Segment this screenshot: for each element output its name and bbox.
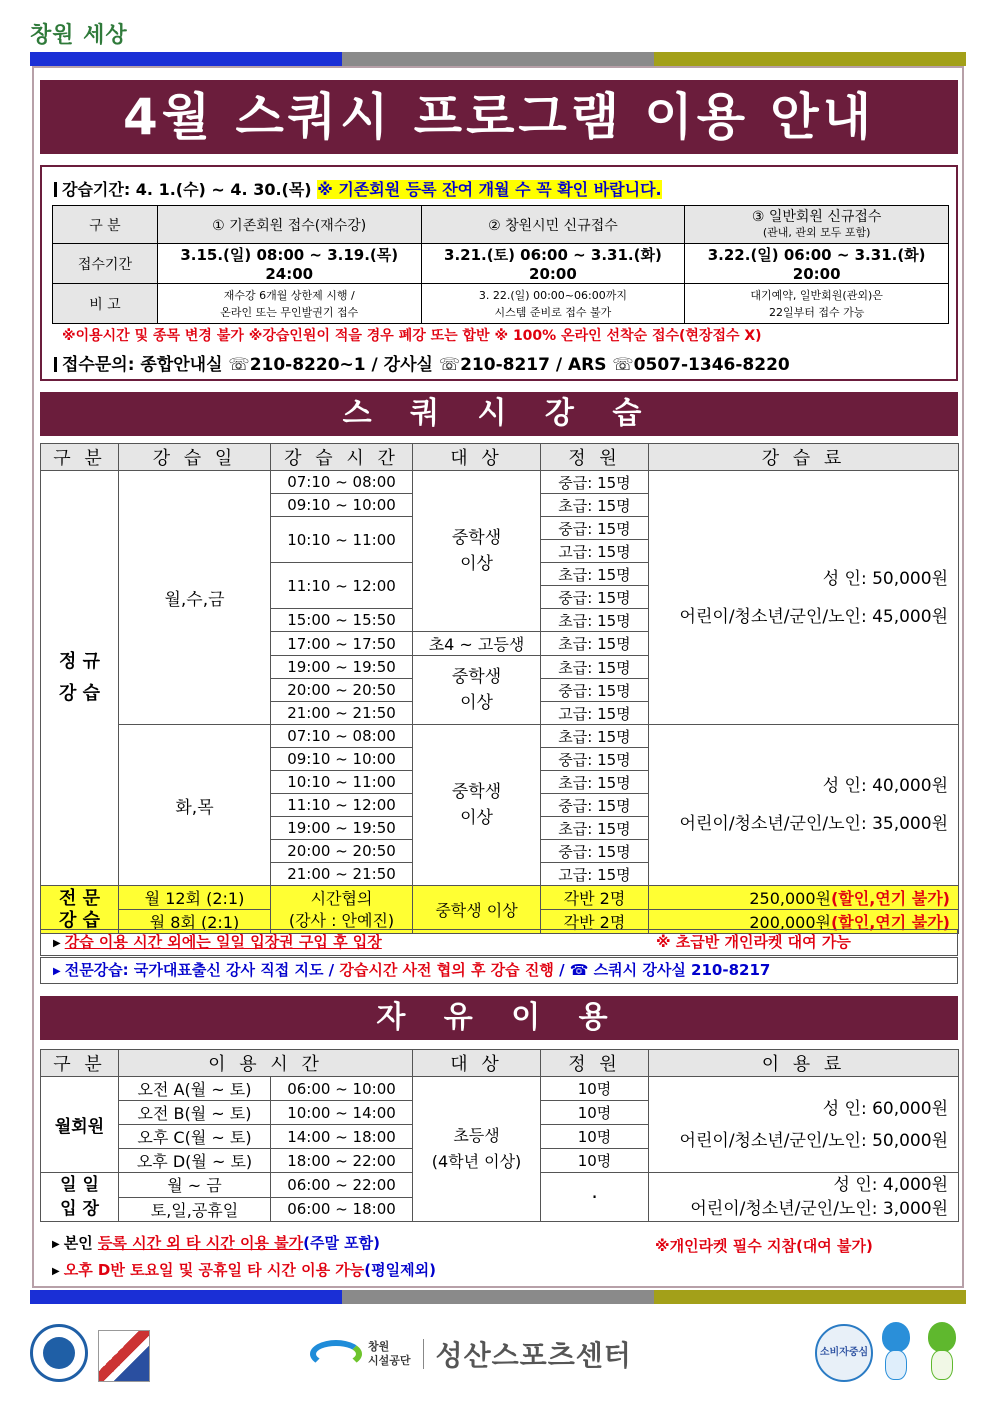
- tt-days: 화,목: [119, 725, 271, 886]
- registration-warnings: ※이용시간 및 종목 변경 불가 ※강습인원이 적을 경우 폐강 또는 합반 ※ 100% 온라인 선착순 접수(현장접수 X): [62, 328, 762, 344]
- center-logo: 창원 시설공단 성산스포츠센터: [310, 1334, 632, 1374]
- city-logo-text: 창원 세상: [30, 22, 128, 48]
- contact-info: 접수문의: 종합안내실 ☏210-8220~1 / 강사실 ☏210-8217 / ARS ☏0507-1346-8220: [54, 350, 790, 375]
- mascot-blue-icon: [876, 1320, 916, 1384]
- city-logo: [30, 18, 128, 49]
- monthly-fee: 성 인: 60,000원 어린이/청소년/군인/노인: 50,000원: [649, 1077, 959, 1173]
- lesson-note-2: ▶ 전문강습: 국가대표출신 강사 직접 지도 / 강습시간 사전 협의 후 강습 진행 / ☎ 스쿼시 강사실 210-8217: [40, 957, 958, 984]
- free-note-1: ▶ 본인 등록 시간 외 타 시간 이용 불가(주말 포함): [52, 1234, 381, 1252]
- mascot-green-icon: [922, 1320, 962, 1384]
- mwf-days: 월,수,금: [119, 471, 271, 725]
- lesson-note-1: ▶ 강습 이용 시간 외에는 일일 입장권 구입 후 입장 ※ 초급반 개인라켓 대여 가능: [40, 929, 958, 956]
- registration-table: 구 분 ① 기존회원 접수(재수강) ② 창원시민 신규접수 ③ 일반회원 신규접수 (관내, 관외 모두 포함) 접수기간 3.15.(일) 08:00 ~ 3.19.(목) 24:00 3.21.(토) 06:00 ~ 3.31.(화) 20:00 3.22.(일) 06:00 ~ 3.31.(화) 20:00 비 고 재수강 6개월 상한제 시행 / 온라인 또는 무인발권기 접수 3. 22.(일) 00:00~06:00까지 시스템 준비로 접수 불가 대기예약, 일반회원(관외)은 22일부터 접수 가능: [52, 205, 949, 324]
- ccm-logo: 소비자중심: [815, 1324, 873, 1382]
- bottom-color-bar: [30, 1290, 966, 1304]
- mwf-fee: 성 인: 50,000원 어린이/청소년/군인/노인: 45,000원: [649, 471, 959, 725]
- pro-fee-12: 250,000원(할인,연기 불가): [649, 886, 959, 910]
- pro-lesson-label: 전 문 강 습: [41, 886, 119, 934]
- racket-note: ※개인라켓 필수 지참(대여 불가): [655, 1237, 873, 1255]
- human-rights-logo: [30, 1324, 88, 1382]
- free-note-2: ▶ 오후 D반 토요일 및 공휴일 타 시간 이용 가능(평일제외): [52, 1261, 436, 1279]
- section-title-lesson: 스 쿼 시 강 습: [40, 392, 958, 436]
- regular-lesson-label: 정 규 강 습: [41, 471, 119, 886]
- free-use-table: 구 분 이 용 시 간 대 상 정 원 이 용 료 월회원 오전 A(월 ~ 토) 06:00 ~ 10:00 초등생 (4학년 이상) 10명 성 인: 60,000원 어린이/청소년/군인/노인: 50,000원 오전 B(월 ~ 토) 10:00 ~ 14:00 10명 오후 C(월 ~ 토) 14:00 ~ 18:00 10명 오후 D(월 ~ 토) 18:00 ~ 22:00 10명 일 일 입 장 월 ~ 금 06:00 ~ 22:00 · 성 인: 4,000원 어린이/청소년/군인/노인: 3,000원 토,일,공휴일 06:00 ~ 18:00: [40, 1049, 959, 1222]
- tt-fee: 성 인: 40,000원 어린이/청소년/군인/노인: 35,000원: [649, 725, 959, 886]
- section-title-free: 자 유 이 용: [40, 996, 958, 1040]
- lesson-period: 강습기간: 4. 1.(수) ~ 4. 30.(목) ※ 기존회원 등록 잔여 개월 수 꼭 확인 바랍니다.: [54, 177, 662, 200]
- swoosh-icon: [310, 1340, 362, 1368]
- period-notice: ※ 기존회원 등록 잔여 개월 수 꼭 확인 바랍니다.: [317, 180, 662, 199]
- pro-fee-8: 200,000원(할인,연기 불가): [649, 910, 959, 934]
- top-color-bar: [30, 52, 966, 66]
- certification-logo: [98, 1330, 150, 1382]
- daily-fee: 성 인: 4,000원 어린이/청소년/군인/노인: 3,000원: [649, 1173, 959, 1222]
- page-title: 4월 스쿼시 프로그램 이용 안내: [40, 80, 958, 154]
- footer-logos: [0, 1320, 992, 1390]
- lesson-table: 구 분 강 습 일 강 습 시 간 대 상 정 원 강 습 료 정 규 강 습 월,수,금 07:10 ~ 08:00 중학생 이상 중급: 15명 성 인: 50,000원 어린이/청소년/군인/노인: 45,000원 09:10 ~ 10:00 초급: 15명 10:10 ~ 11:00 중급: 15명 고급: 15명 11:10 ~ 12:00 초급: 15명 중급: 15명 15:00 ~ 15:50 초급: 15명 17:00 ~ 17:50 초4 ~ 고등생 초급: 15명 19:00 ~ 19:50 중학생 이상 초급: 15명 20:00 ~ 20:50 중급: 15명 21:00 ~ 21:50 고급: 15명 화,목 07:10 ~ 08:00 중학생 이상 초급: 15명 성 인: 40,000원 어린이/청소년/군인/노인: 35,000원 09:10 ~ 10:00 중급: 15명 10:10 ~ 11:00 초급: 15명 11:10 ~ 12:00 중급: 15명 19:00 ~ 19:50 초급: 15명 20:00 ~ 20:50 중급: 15명 21:00 ~ 21:50 고급: 15명 전 문 강 습 월 12회 (2:1) 시간협의 (강사 : 안예진) 중학생 이상 각반 2명 250,000원(할인,연기 불가) 월 8회 (2:1) 각반 2명 200,000원(할인,연기 불가): [40, 443, 959, 934]
